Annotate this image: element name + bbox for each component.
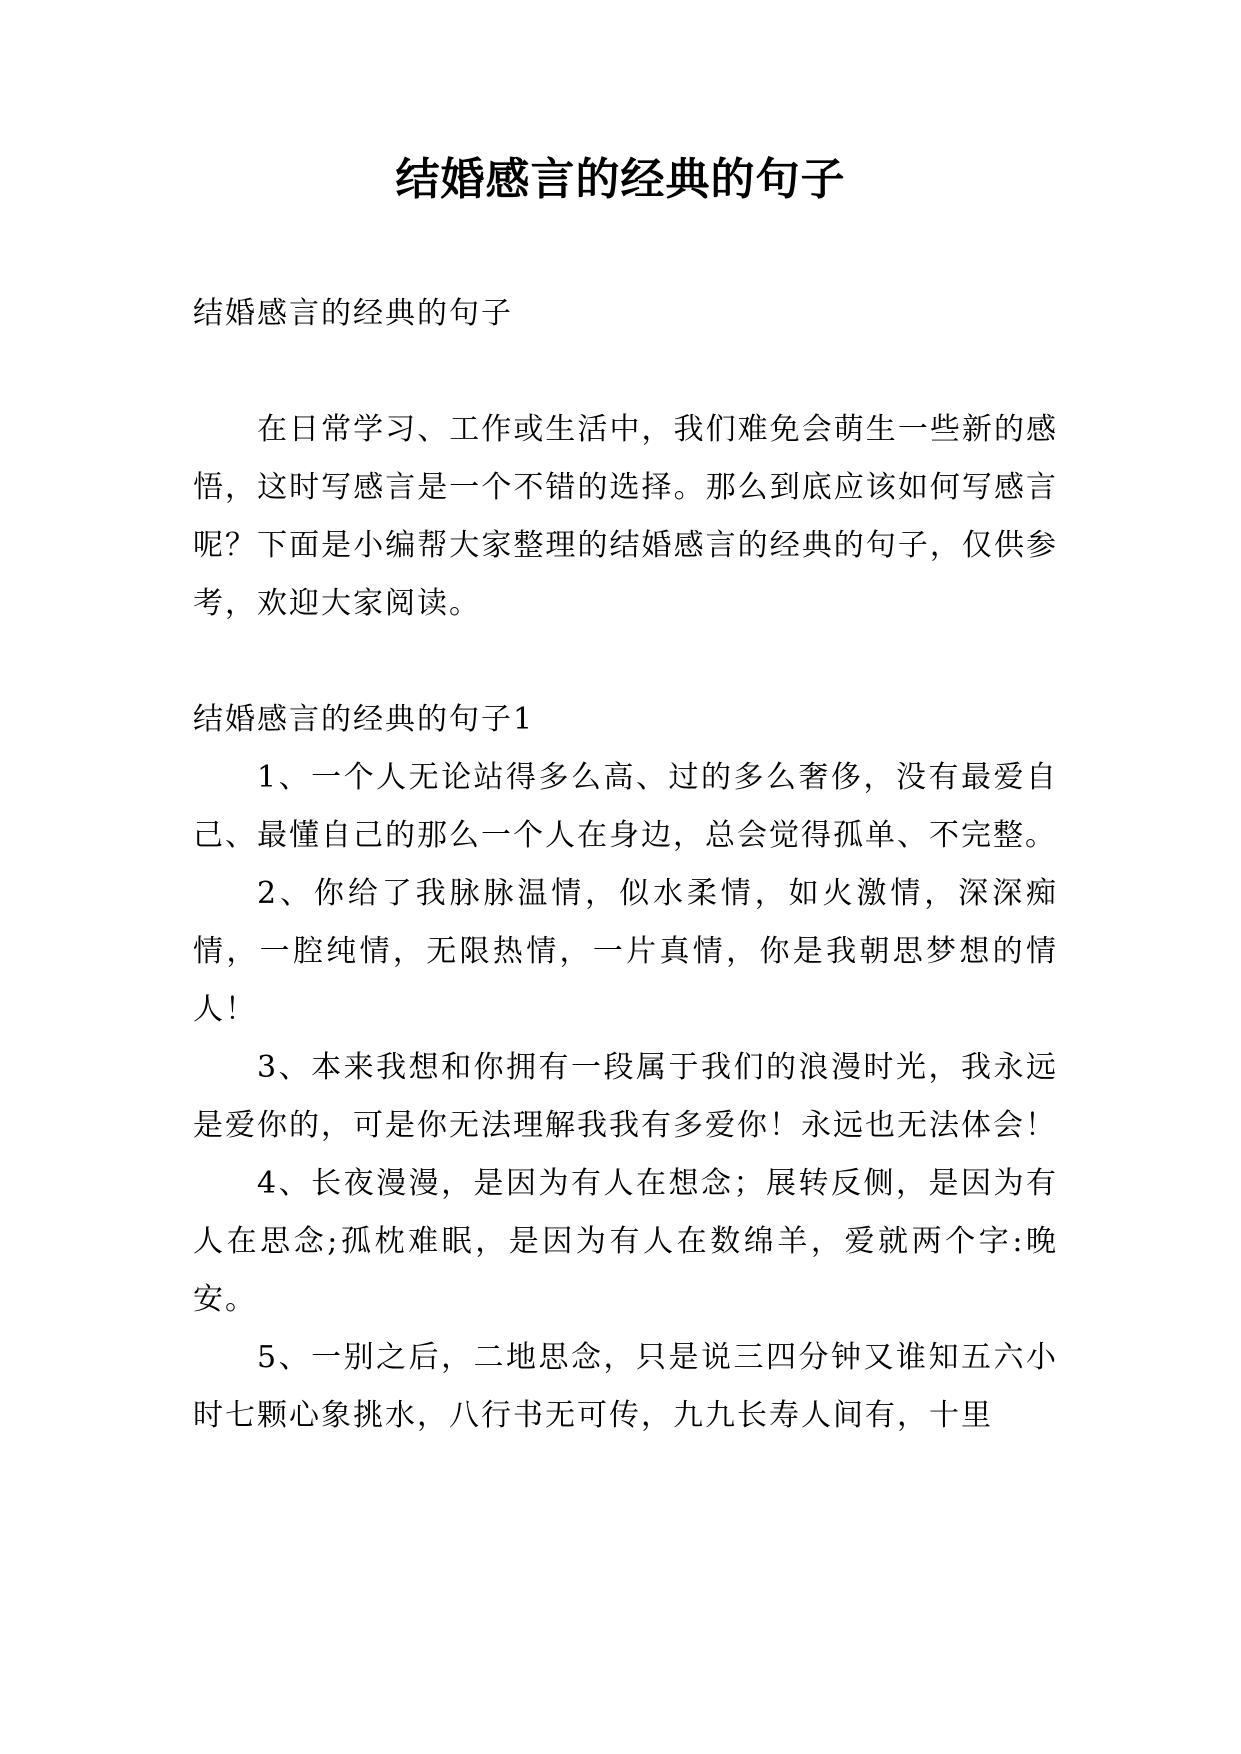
intro-paragraph: 在日常学习、工作或生活中，我们难免会萌生一些新的感悟，这时写感言是一个不错的选择。那么到底应该如何写感言呢？下面是小编帮大家整理的结婚感言的经典的句子，仅供参考，欢迎大家阅读。 [193,412,1058,621]
list-item: 5、一别之后，二地思念，只是说三四分钟又谁知五六小时七颗心象挑水，八行书无可传，九九长寿人间有，十里 [193,1340,1058,1433]
document-subtitle: 结婚感言的经典的句子 [193,296,513,331]
list-item: 3、本来我想和你拥有一段属于我们的浪漫时光，我永远是爱你的，可是你无法理解我我有多爱你！永远也无法体会！ [193,1050,1058,1143]
list-item: 1、一个人无论站得多么高、过的多么奢侈，没有最爱自己、最懂自己的那么一个人在身边，总会觉得孤单、不完整。 [193,760,1058,853]
document-title: 结婚感言的经典的句子 [395,154,846,205]
list-item: 4、长夜漫漫，是因为有人在想念；展转反侧，是因为有人在思念;孤枕难眠，是因为有人在数绵羊，爱就两个字:晚安。 [193,1166,1058,1317]
section-heading: 结婚感言的经典的句子1 [193,702,535,737]
document-body [193,285,1058,1445]
list-item: 2、你给了我脉脉温情，似水柔情，如火激情，深深痴情，一腔纯情，无限热情，一片真情，你是我朝思梦想的情人！ [193,876,1058,1027]
